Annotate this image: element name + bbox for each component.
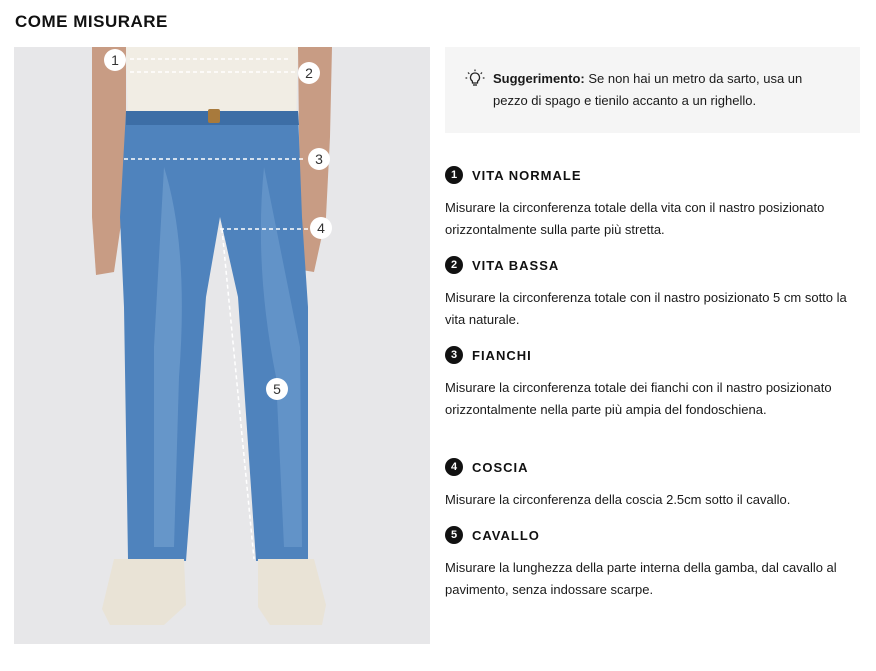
section-vita-bassa	[445, 255, 865, 331]
section-title: VITA BASSA	[472, 257, 560, 273]
marker-4	[310, 217, 332, 239]
svg-text:3: 3	[315, 151, 323, 167]
left-shoe	[102, 559, 186, 625]
section-title: COSCIA	[472, 459, 529, 475]
right-shoe	[258, 559, 326, 625]
number-badge-5: 5	[445, 526, 463, 544]
svg-text:4: 4	[317, 220, 325, 236]
number-badge-3: 3	[445, 346, 463, 364]
marker-2	[298, 62, 320, 84]
section-text: Misurare la lunghezza della parte interna della gamba, dal cavallo al pavimento, senza indossare scarpe.	[445, 560, 837, 597]
lightbulb-icon	[465, 69, 485, 89]
page-title: COME MISURARE	[15, 12, 168, 31]
section-vita-normale	[445, 165, 865, 241]
marker-1	[104, 49, 126, 71]
svg-text:5: 5	[273, 381, 281, 397]
tip-label: Suggerimento:	[493, 71, 585, 86]
marker-5	[266, 378, 288, 400]
section-title: FIANCHI	[472, 347, 532, 363]
section-title: VITA NORMALE	[472, 167, 582, 183]
section-text: Misurare la circonferenza totale con il nastro posizionato 5 cm sotto la vita naturale.	[445, 290, 847, 327]
section-coscia	[445, 457, 865, 511]
jeans-measurement-image	[14, 47, 430, 644]
section-text: Misurare la circonferenza totale della vita con il nastro posizionato orizzontalmente sulla parte più stretta.	[445, 200, 825, 237]
section-text: Misurare la circonferenza della coscia 2.5cm sotto il cavallo.	[445, 492, 791, 507]
number-badge-1: 1	[445, 166, 463, 184]
section-title: CAVALLO	[472, 527, 540, 543]
number-badge-4: 4	[445, 458, 463, 476]
section-text: Misurare la circonferenza totale dei fianchi con il nastro posizionato orizzontalmente nella parte più ampia del fondoschiena.	[445, 380, 832, 417]
svg-text:2: 2	[305, 65, 313, 81]
section-cavallo	[445, 525, 865, 601]
section-fianchi	[445, 345, 865, 421]
number-badge-2: 2	[445, 256, 463, 274]
marker-3	[308, 148, 330, 170]
svg-text:1: 1	[111, 52, 119, 68]
tip-text: Se non hai un metro da sarto, usa un pezzo di spago e tienilo accanto a un righello.	[493, 71, 803, 108]
tip-box	[445, 47, 860, 133]
